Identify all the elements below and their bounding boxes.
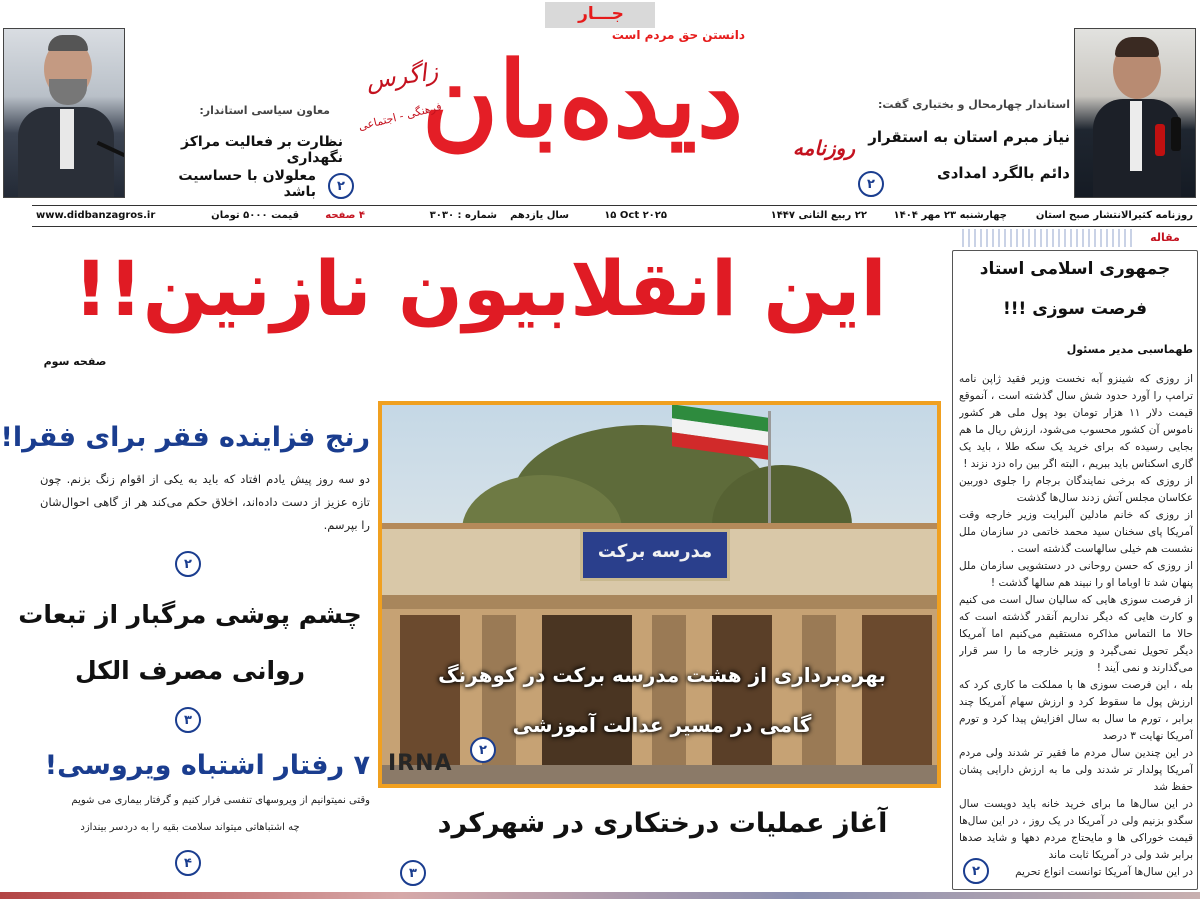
top-left-kicker: معاون سیاسی استاندار: — [199, 104, 330, 117]
editorial-paragraph: در این چندین سال مردم ما فقیر تر شدند ولی مردم آمریکا پولدار تر شدند ولی ما به ارزش دارایی پشان حفظ شد — [959, 747, 1193, 793]
main-headline: این انقلابیون نازنین!! — [73, 244, 887, 333]
top-right-headline-2: دائم بالگرد امدادی — [936, 164, 1070, 182]
story-poverty-body: دو سه روز پیش یادم افتاد که باید به یکی از اقوام زنگ بزنم. چون تازه عزیز از دست داده‌اند، اخلاق حکم می‌کند هر از گاهی احوال‌شان را بپرسم. — [40, 472, 370, 532]
editorial-paragraph: از روزی که خانم مادلین آلبرایت وزیر خارجه وقت آمریکا پای سخنان سید محمد خاتمی در سازمان ملل نشست هم خیلی سالهاست گذشته است . — [959, 509, 1193, 555]
top-left-page-badge: ۲ — [328, 173, 354, 199]
editorial-paragraph: از روزی که شینزو آبه نخست وزیر فقید ژاپن نامه ترامپ را آورد حدود شش سال گذشته است ، آنموقع قیمت دلار ۱۱ هزار تومان بود پول ملی هر کشور ناموس آن کشور محسوب می‌شود، ارزش ریال ما هم بجایی رسیده که برای خرید یک سکه طلا ، باید یک گاری اسکناس باید ببریم ، البته اگر بین راه دزد نزند ! — [959, 373, 1193, 470]
info-issue: شماره : ۳۰۳۰ — [429, 210, 497, 221]
info-year: سال یازدهم — [510, 210, 569, 221]
editorial-paragraph: از فرصت سوزی هایی که سالیان سال است می کنیم و کارت هایی که دیگر نداریم آنقدر گذشته است که حالا ما التماس مذاکره مستقیم می‌کنیم اما آمریکا دیگر تحویل نمی‌گیرد و وزیر خارجه ما را سر قرار می‌گذارند و نمی آیند ! — [959, 594, 1193, 674]
story-virus-page-badge: ۴ — [175, 850, 201, 876]
info-publisher: روزنامه کثیرالانتشار صبح استان — [1035, 210, 1193, 221]
story-virus-body-2: چه اشتباهاتی میتواند سلامت بقیه را به دردسر بیندازد — [80, 822, 300, 833]
editorial-author: طهماسبی مدیر مسئول — [1066, 343, 1193, 356]
photo-caption-2: گامی در مسیر عدالت آموزشی — [512, 713, 812, 737]
school-photo — [378, 401, 941, 788]
deputy-photo — [3, 28, 125, 198]
editorial-title-2: فرصت سوزی !!! — [1003, 299, 1147, 319]
editorial-paragraph: بله ، این فرصت سوزی ها با مملکت ما کاری کرد که ارزش پول ما سقوط کرد و ارزش سهام آمریکا چند برابر ، تورم ما سال به سال افزایش پیدا کرد و تورم آمریکا نهایت ۳ درصد — [959, 679, 1193, 742]
masthead-brand-sub: فرهنگی - اجتماعی — [357, 99, 443, 134]
governor-photo — [1074, 28, 1196, 198]
top-left-headline-2: معلولان با حساسیت باشد — [178, 168, 316, 200]
editorial-label: مقاله — [1132, 229, 1198, 247]
editorial-title-1: جمهوری اسلامی استاد — [979, 259, 1171, 279]
info-date-en: ۱۵ Oct ۲۰۲۵ — [604, 210, 667, 221]
bottom-strip — [0, 892, 1200, 899]
masthead-brand-prefix: روزنامه — [792, 136, 855, 160]
photo-watermark: IRNA — [388, 751, 453, 776]
info-price: قیمت ۵۰۰۰ تومان — [211, 210, 299, 221]
story-alcohol-title-2: روانی مصرف الکل — [74, 656, 306, 685]
editorial-paragraph: در این سال‌ها آمریکا توانست انواع تحریم — [1015, 866, 1193, 878]
masthead-brand-zagros: زاگرس — [364, 57, 440, 95]
editorial-box — [952, 250, 1198, 890]
bottom-story-title: آغاز عملیات درختکاری در شهرکرد — [437, 808, 888, 839]
story-virus-title: ۷ رفتار اشتباه ویروسی! — [44, 750, 370, 781]
top-right-kicker: استاندار چهارمحال و بختیاری گفت: — [878, 98, 1070, 111]
top-right-headline-1: نیاز مبرم استان به استقرار — [868, 128, 1070, 146]
main-headline-page-ref: صفحه سوم — [43, 355, 107, 368]
story-alcohol-page-badge: ۳ — [175, 707, 201, 733]
website-link[interactable]: www.didbanzagros.ir — [36, 210, 156, 221]
editorial-paragraph: از روزی که برخی نمایندگان برجام را جلوی دوربین عکاسان مجلس آتش زدند سال‌ها گذشت — [959, 475, 1193, 504]
top-right-page-badge: ۲ — [858, 171, 884, 197]
editorial-paragraph: از روزی که حسن روحانی در دستشویی سازمان ملل پنهان شد تا اوباما او را نبیند هم سالها گذشت ! — [959, 560, 1193, 589]
masthead-slogan: دانستن حق مردم است — [611, 28, 745, 42]
photo-story-page-badge: ۲ — [470, 737, 496, 763]
story-alcohol-title-1: چشم پوشی مرگبار از تبعات — [18, 600, 362, 629]
info-bar — [32, 205, 1197, 227]
story-virus-body-1: وقتی نمیتوانیم از ویروسهای تنفسی فرار کنیم و گرفتار بیماری می شویم — [71, 795, 370, 806]
corner-tag-text: جـــار — [578, 4, 624, 24]
school-sign-text: مدرسه برکت — [597, 541, 713, 562]
photo-caption-1: بهره‌برداری از هشت مدرسه برکت در کوهرنگ — [438, 663, 886, 687]
masthead-brand-name: دیده‌بان — [421, 38, 744, 161]
editorial-body — [959, 371, 1193, 881]
editorial-page-badge: ۲ — [963, 858, 989, 884]
top-left-headline-1: نظارت بر فعالیت مراکز نگهداری — [180, 134, 343, 166]
editorial-paragraph: در این سال‌ها ما برای خرید خانه باید دویست سال سگدو بزنیم ولی در آمریکا در یک روز ، در این سال‌ها قیمت خوراکی ها و مایحتاج مردم دهها و شاید صدها برابر شد ولی در آمریکا ثابت ماند — [959, 798, 1193, 861]
bottom-story-page-badge: ۳ — [400, 860, 426, 886]
story-poverty-page-badge: ۲ — [175, 551, 201, 577]
info-date-ar: ۲۲ ربیع الثانی ۱۴۴۷ — [770, 210, 867, 221]
masthead — [340, 0, 860, 200]
info-date-fa: چهارشنبه ۲۳ مهر ۱۴۰۴ — [893, 210, 1007, 221]
story-poverty-title: رنج فزاینده فقر برای فقرا! — [0, 422, 370, 453]
info-pages: ۴ صفحه — [325, 210, 365, 221]
